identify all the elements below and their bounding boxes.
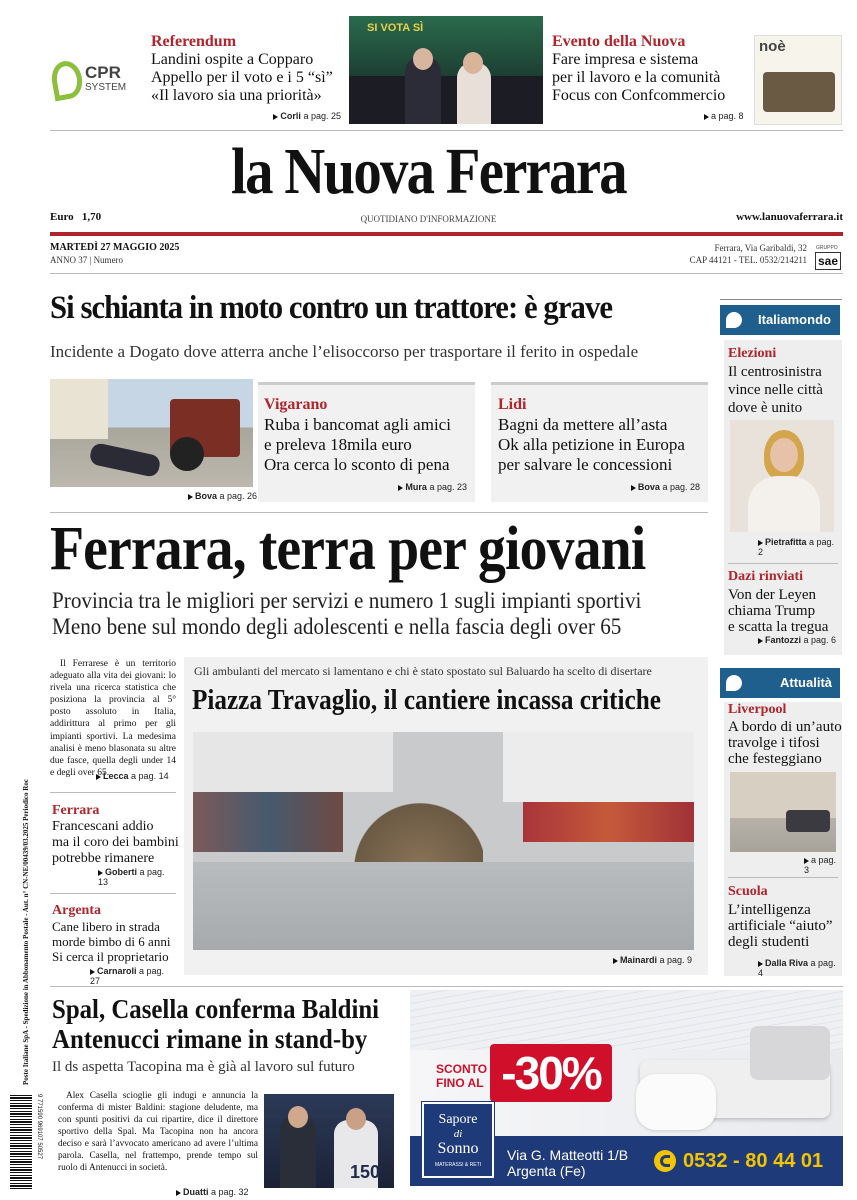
vertical-postal-text: Poste Italiane SpA - Spedizione in Abbonamento Postale - Aut. n° CN-NE/00439/03.2025 Periodico Roc [22, 779, 30, 1085]
arrow-icon [613, 958, 618, 964]
phone-icon [654, 1150, 676, 1172]
price: Euro 1,70 [50, 211, 102, 223]
story-spal[interactable]: Spal, Casella conferma Baldini Antenucci rimane in stand-by Il ds aspetta Tacopina ma è già al lavoro sul futuro Alex Casella scioglie gli indugi e annuncia la conferma di mister Baldini: stagione deludente, ma con spunti positivi da cui ripartire, dice il direttore sportivo della Spal. Ma Tacopina non ha ancora deciso e sarà l’avvocato americano ad avere l’ultima parola. Casella, nel frattempo, prende tempo sul ruolo di Antenucci in società. 150 Duatti a pag. 32 [50, 990, 400, 1190]
teaser-line-2: Appello per il voto e i 5 “sì” [151, 69, 333, 86]
page-ref[interactable]: Fantozzi a pag. 6 [758, 635, 836, 645]
arrow-icon [98, 870, 103, 876]
story-argenta[interactable]: Argenta Cane libero in strada morde bimbo di 6 anni Si cerca il proprietario Carnaroli a pag. 27 [52, 903, 176, 983]
page-ref[interactable]: a pag. 3 [804, 855, 837, 875]
page-ref[interactable]: Carnaroli a pag. 27 [90, 966, 165, 986]
page-ref[interactable]: Bova a pag. 28 [631, 482, 700, 492]
page-ref[interactable]: Corli a pag. 25 [273, 111, 341, 121]
cap-phone: CAP 44121 - TEL. 0532/214211 [689, 255, 807, 265]
arrow-icon [188, 494, 193, 500]
main-subhead-1: Provincia tra le migliori per servizi e numero 1 sugli impianti sportivi [52, 588, 642, 613]
section-tag-italiamondo[interactable]: Italiamondo [720, 305, 840, 335]
teaser-line-1: Fare impresa e sistema [552, 51, 699, 68]
arrow-icon [273, 114, 278, 120]
divider [50, 273, 843, 274]
story-dazi[interactable]: Dazi rinviati Von der Leyen chiama Trump e scatta la tregua Fantozzi a pag. 6 [728, 569, 837, 645]
page-ref[interactable]: Lecca a pag. 14 [96, 771, 169, 781]
headline: Piazza Travaglio, il cantiere incassa critiche [192, 685, 661, 716]
stalls-left [193, 732, 393, 792]
product-image [763, 72, 835, 112]
advertisement[interactable]: SCONTO FINO AL -30% Sapore di Sonno MATERASSI & RETI Via G. Matteotti 1/B Argenta (Fe) 0532 - 80 44 01 [410, 990, 843, 1186]
kicker: Evento della Nuova [552, 33, 686, 50]
main-subhead-2: Meno bene sul mondo degli adolescenti e nella fascia degli over 65 [52, 614, 622, 639]
page-ref[interactable]: Pietrafitta a pag. 2 [758, 537, 835, 557]
story-liverpool[interactable]: Liverpool A bordo di un’auto travolge i tifosi che festeggiano a pag. 3 [728, 702, 842, 875]
divider [50, 986, 843, 987]
teaser-line-3: Focus con Confcommercio [552, 87, 726, 104]
date: MARTEDÌ 27 MAGGIO 2025 [50, 242, 180, 253]
arrow-icon [758, 638, 763, 644]
teaser-line-2: per il lavoro e la comunità [552, 69, 721, 86]
arrow-icon [758, 961, 763, 967]
teaser-line-1: Landini ospite a Copparo [151, 51, 314, 68]
top-teaser-left[interactable] [50, 33, 345, 125]
leaf-icon [49, 59, 85, 102]
wheel [170, 437, 204, 471]
arrow-icon [631, 485, 636, 491]
story-vigarano[interactable]: Vigarano Ruba i bancomat agli amici e preleva 18mila euro Ora cerca lo sconto di pena Mura a pag. 23 [258, 382, 475, 502]
kicker: Gli ambulanti del mercato si lamentano e chi è stato spostato sul Baluardo ha scelto di disertare [194, 664, 652, 678]
story-elezioni[interactable]: Elezioni Il centrosinistra vince nelle città dove è unito Pietrafitta a pag. 2 [728, 346, 838, 556]
page-ref[interactable]: Dalla Riva a pag. 4 [758, 958, 836, 978]
person-1-head [413, 48, 433, 70]
divider [50, 792, 176, 793]
stalls-right [503, 732, 694, 802]
brand-box: Sapore di Sonno MATERASSI & RETI [422, 1102, 494, 1178]
arrow-icon [90, 969, 95, 975]
goods-right [523, 802, 694, 842]
discount-badge: -30% [490, 1044, 612, 1102]
arrow-icon [398, 485, 403, 491]
masthead-subtitle: QUOTIDIANO D'INFORMAZIONE [360, 214, 497, 224]
blanket [636, 1074, 716, 1130]
teaser-line-3: «Il lavoro sia una priorità» [151, 87, 322, 104]
story-piazza-travaglio[interactable] [184, 657, 708, 975]
story-ferrara[interactable]: Ferrara Francescani addio ma il coro dei bambini potrebbe rimanere Goberti a pag. 13 [52, 803, 179, 887]
arrow-icon [758, 540, 763, 546]
speech-icon [726, 312, 742, 328]
page-ref[interactable]: Duatti a pag. 32 [176, 1187, 249, 1197]
barcode [10, 1095, 32, 1191]
banner-text: SI VOTA SÌ [367, 22, 424, 34]
spal-photo: 150 [264, 1094, 394, 1188]
noe-logo: noè [754, 35, 842, 125]
accident-photo[interactable] [50, 379, 253, 487]
section-tag-attualita[interactable]: Attualità [720, 668, 840, 698]
group-label: GRUPPO [816, 245, 838, 251]
arrow-icon [176, 1190, 181, 1196]
barcode-number: 9 771590 969107 50527 [36, 1094, 42, 1160]
masthead-title[interactable]: la Nuova Ferrara [231, 135, 626, 208]
issue: ANNO 37 | Numero [50, 255, 124, 265]
road [193, 862, 694, 950]
arrow-icon [804, 858, 809, 864]
red-rule [50, 232, 843, 236]
article-text: Il Ferrarese è un territorio adeguato alla vita dei giovani: lo rivela una ricerca statistica che posiziona la provincia al 5° posto assoluto in Italia, addirittura al primo per gli impianti sportivi. La medesima analisi è meno blasonata su altre due fasce, quella degli under 14 e degli over 65. [50, 659, 176, 778]
story-scuola[interactable]: Scuola L’intelligenza artificiale “aiuto” degli studenti Dalla Riva a pag. 4 [728, 884, 838, 970]
main-headline[interactable]: Ferrara, terra per giovani [50, 515, 646, 583]
page-ref[interactable]: Goberti a pag. 13 [98, 867, 165, 887]
building [50, 379, 108, 439]
page-ref[interactable]: Mura a pag. 23 [398, 482, 467, 492]
kicker: Referendum [151, 33, 237, 50]
politician-photo [730, 420, 834, 532]
page-ref[interactable]: Mainardi a pag. 9 [613, 955, 692, 965]
website-link[interactable]: www.lanuovaferrara.it [736, 211, 843, 223]
top-center-photo[interactable] [349, 16, 543, 124]
story-lidi[interactable]: Lidi Bagni da mettere all’asta Ok alla petizione in Europa per salvare le concessioni Bova a pag. 28 [491, 382, 708, 502]
person-2-head [463, 52, 483, 74]
sae-logo: sae [815, 252, 841, 270]
headline-accident[interactable]: Si schianta in moto contro un trattore: è grave [50, 290, 613, 326]
phone-number[interactable]: 0532 - 80 44 01 [683, 1150, 824, 1172]
page-ref[interactable]: Bova a pag. 26 [188, 491, 257, 501]
motorcycle [88, 442, 161, 478]
arrow-icon [704, 114, 709, 120]
subhead-accident: Incidente a Dogato dove atterra anche l’elisoccorso per trasportare il ferito in ospedale [50, 342, 639, 361]
divider [50, 512, 708, 513]
cpr-logo: CPR SYSTEM [52, 61, 142, 101]
divider [50, 893, 176, 894]
crowd-left [193, 792, 343, 852]
page-ref[interactable]: a pag. 8 [704, 111, 744, 121]
liverpool-photo [730, 772, 836, 852]
sidebar-top-rule [720, 299, 842, 300]
headboard [750, 1026, 830, 1080]
address: Ferrara, Via Garibaldi, 32 [714, 243, 807, 253]
speech-icon [726, 675, 742, 691]
top-teaser-right[interactable] [548, 33, 843, 125]
market-photo[interactable] [193, 732, 694, 950]
divider [728, 877, 838, 878]
divider [728, 563, 838, 564]
arrow-icon [96, 774, 101, 780]
divider [50, 130, 843, 131]
